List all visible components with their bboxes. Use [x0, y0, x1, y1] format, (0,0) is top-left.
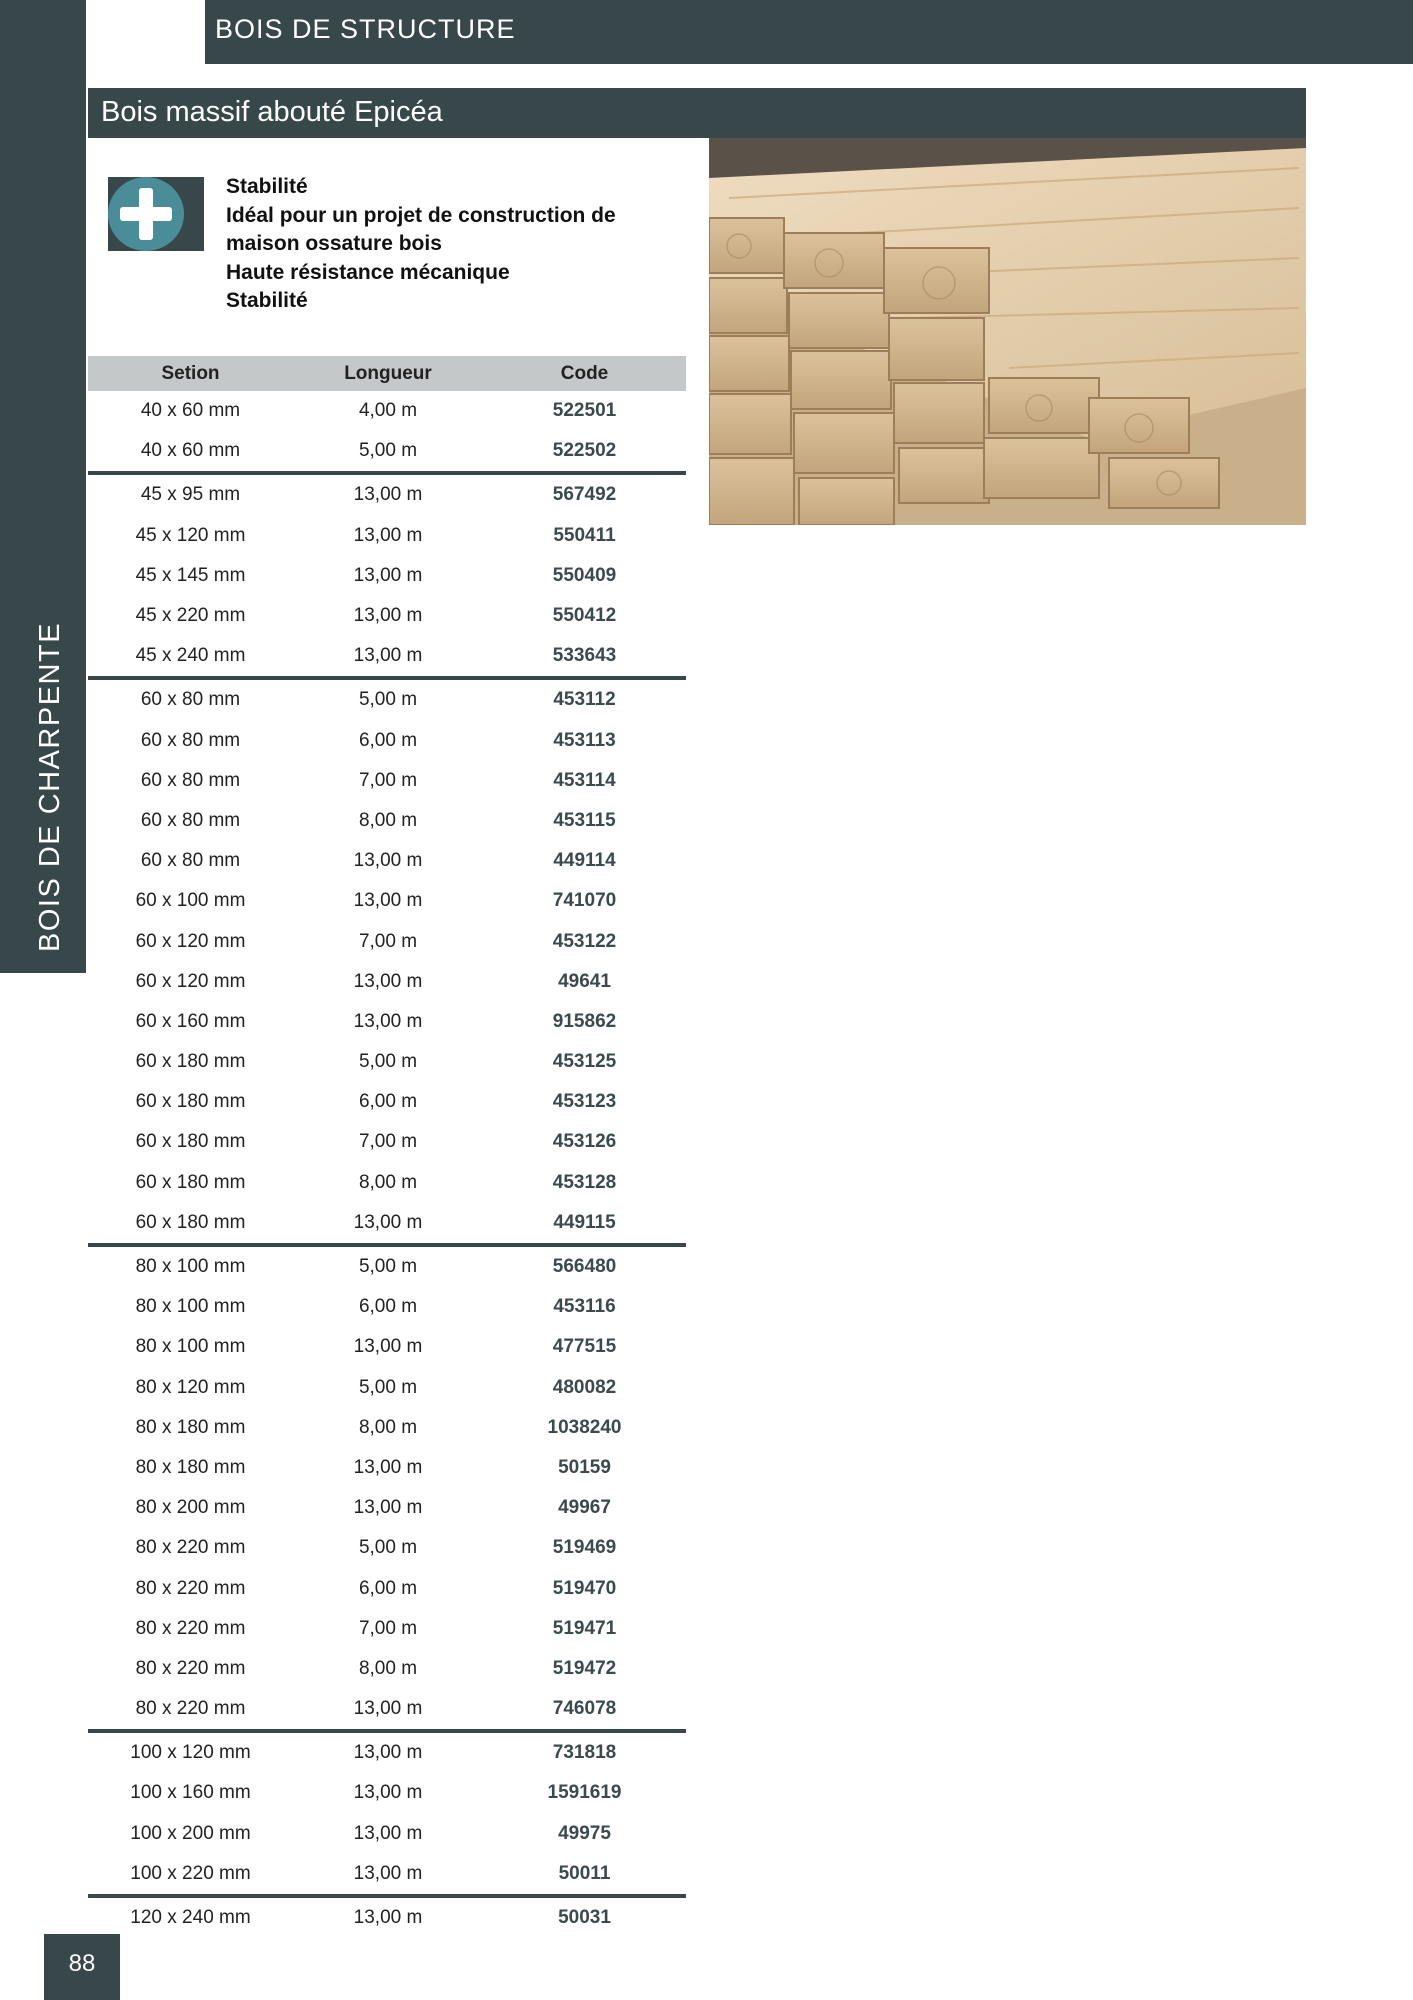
table-row — [88, 473, 686, 515]
table-row — [88, 1854, 686, 1896]
cell-length: 7,00 m — [358, 1131, 418, 1153]
feature-item: Haute résistance mécanique — [226, 260, 510, 284]
cell-length: 7,00 m — [358, 769, 418, 791]
cell-code: 746078 — [483, 1689, 686, 1731]
cell-section: 120 x 240 mm — [130, 1907, 251, 1929]
table-row — [88, 1731, 686, 1773]
cell-length: 13,00 m — [293, 1203, 483, 1245]
cell-section: 45 x 220 mm — [135, 605, 246, 627]
column-header-length: Longueur — [293, 356, 483, 391]
table-row — [88, 1368, 686, 1408]
cell-length: 13,00 m — [353, 970, 423, 992]
cell-code: 50011 — [483, 1854, 686, 1896]
cell-length: 7,00 m — [358, 1617, 418, 1639]
cell-section: 45 x 95 mm — [140, 484, 241, 506]
cell-section: 80 x 200 mm — [135, 1497, 246, 1519]
cell-section: 80 x 180 mm — [135, 1416, 246, 1438]
feature-list — [226, 173, 666, 316]
cell-code: 522502 — [483, 431, 686, 473]
feature-item: Stabilité — [226, 289, 308, 312]
table-row — [88, 391, 686, 431]
cell-code: 567492 — [552, 484, 617, 506]
cell-length: 13,00 m — [293, 636, 483, 678]
cell-code: 1038240 — [547, 1416, 622, 1438]
cell-code: 453115 — [553, 809, 616, 831]
cell-code: 50159 — [558, 1456, 611, 1478]
feature-item: Idéal pour un projet de construction de — [226, 203, 616, 227]
table-row — [88, 1408, 686, 1448]
cell-code: 519472 — [552, 1657, 617, 1679]
cell-section: 60 x 180 mm — [135, 1131, 246, 1153]
cell-length: 6,00 m — [358, 1091, 418, 1113]
table-row — [88, 1528, 686, 1568]
table-row — [88, 1568, 686, 1608]
table-row — [88, 1327, 686, 1367]
cell-code: 477515 — [552, 1336, 617, 1358]
table-row — [88, 1163, 686, 1203]
table-row — [88, 841, 686, 881]
table-row — [88, 1649, 686, 1689]
cell-section: 100 x 160 mm — [130, 1782, 251, 1804]
cell-code: 533643 — [483, 636, 686, 678]
table-row — [88, 1082, 686, 1122]
cell-length: 6,00 m — [358, 1577, 418, 1599]
cell-code: 453123 — [552, 1091, 617, 1113]
page-number-badge — [44, 1934, 120, 2000]
cell-section: 80 x 120 mm — [135, 1376, 246, 1398]
table-row — [88, 1042, 686, 1082]
cell-code: 49641 — [558, 970, 611, 992]
cell-length: 13,00 m — [353, 1456, 423, 1478]
cell-code: 519469 — [552, 1537, 617, 1559]
table-row — [88, 1002, 686, 1042]
table-row — [88, 721, 686, 761]
cell-length: 8,00 m — [358, 809, 418, 831]
side-tab-label: BOIS DE CHARPENTE — [34, 621, 66, 952]
table-row — [88, 761, 686, 801]
cell-section: 60 x 160 mm — [135, 1010, 246, 1032]
table-row — [88, 431, 686, 473]
cell-length: 13,00 m — [293, 1689, 483, 1731]
cell-section: 80 x 220 mm — [88, 1689, 293, 1731]
cell-length: 13,00 m — [353, 524, 423, 546]
cell-section: 60 x 100 mm — [135, 890, 246, 912]
column-header-section: Setion — [88, 356, 293, 391]
cell-length: 5,00 m — [358, 1376, 418, 1398]
cell-length: 13,00 m — [353, 850, 423, 872]
feature-item: Stabilité — [226, 175, 308, 198]
table-row — [88, 962, 686, 1002]
cell-section: 60 x 80 mm — [140, 809, 241, 831]
cell-section: 60 x 80 mm — [140, 850, 241, 872]
table-row — [88, 1203, 686, 1245]
cell-code: 50031 — [558, 1907, 611, 1929]
product-title-bar — [88, 88, 1306, 138]
cell-code: 453126 — [552, 1131, 617, 1153]
cell-length: 6,00 m — [358, 729, 418, 751]
cell-length: 13,00 m — [353, 1336, 423, 1358]
column-header-code: Code — [483, 356, 686, 391]
cell-section: 45 x 240 mm — [88, 636, 293, 678]
cell-length: 4,00 m — [358, 400, 418, 422]
cell-section: 80 x 180 mm — [135, 1456, 246, 1478]
cell-length: 13,00 m — [353, 1010, 423, 1032]
table-row — [88, 801, 686, 841]
cell-length: 13,00 m — [353, 1742, 423, 1764]
cell-code: 453113 — [553, 729, 616, 751]
cell-code: 550411 — [553, 524, 616, 546]
cell-code: 522501 — [552, 400, 617, 422]
cell-section: 60 x 80 mm — [140, 689, 241, 711]
cell-code: 49975 — [558, 1822, 611, 1844]
page-number: 88 — [68, 1950, 96, 1977]
cell-code: 915862 — [552, 1010, 617, 1032]
table-row — [88, 1287, 686, 1327]
cell-code: 49967 — [558, 1497, 611, 1519]
cell-length: 13,00 m — [353, 605, 423, 627]
cell-length: 13,00 m — [353, 1907, 423, 1929]
cell-section: 100 x 120 mm — [130, 1742, 251, 1764]
cell-code: 566480 — [552, 1256, 617, 1278]
cell-code: 480082 — [552, 1376, 617, 1398]
cell-code: 453128 — [552, 1171, 617, 1193]
cell-length: 5,00 m — [358, 689, 418, 711]
table-row — [88, 1448, 686, 1488]
cell-length: 13,00 m — [353, 890, 423, 912]
cell-length: 7,00 m — [358, 930, 418, 952]
cell-code: 731818 — [552, 1742, 617, 1764]
cell-section: 80 x 220 mm — [135, 1537, 246, 1559]
plus-icon — [108, 177, 204, 251]
cell-code: 449114 — [553, 850, 616, 872]
cell-code: 453112 — [553, 689, 616, 711]
cell-code: 453114 — [553, 769, 616, 791]
cell-section: 80 x 220 mm — [135, 1617, 246, 1639]
spec-table — [88, 356, 686, 1938]
table-row — [88, 921, 686, 961]
cell-length: 6,00 m — [358, 1296, 418, 1318]
cell-code: 519471 — [552, 1617, 617, 1639]
table-row — [88, 1245, 686, 1287]
cell-code: 550412 — [552, 605, 617, 627]
cell-length: 13,00 m — [353, 484, 423, 506]
section-header-bar — [205, 0, 1413, 64]
table-row — [88, 1814, 686, 1854]
cell-section: 100 x 200 mm — [130, 1822, 251, 1844]
cell-length: 5,00 m — [358, 1051, 418, 1073]
cell-section: 80 x 220 mm — [135, 1577, 246, 1599]
table-row — [88, 516, 686, 556]
feature-item: maison ossature bois — [226, 232, 442, 255]
cell-code: 519470 — [552, 1577, 617, 1599]
cell-length: 5,00 m — [293, 431, 483, 473]
cell-code: 453125 — [552, 1051, 617, 1073]
cell-length: 8,00 m — [358, 1657, 418, 1679]
table-header-row — [88, 356, 686, 391]
cell-section: 60 x 180 mm — [135, 1051, 246, 1073]
cell-length: 13,00 m — [353, 1782, 423, 1804]
cell-section: 40 x 60 mm — [88, 431, 293, 473]
cell-section: 45 x 145 mm — [135, 564, 246, 586]
cell-section: 60 x 180 mm — [88, 1203, 293, 1245]
cell-section: 80 x 100 mm — [135, 1256, 246, 1278]
cell-section: 60 x 80 mm — [140, 769, 241, 791]
table-row — [88, 596, 686, 636]
cell-code: 550409 — [552, 564, 617, 586]
cell-code: 453122 — [552, 930, 617, 952]
product-photo — [709, 138, 1306, 525]
product-title: Bois massif abouté Epicéa — [101, 96, 443, 128]
cell-section: 60 x 120 mm — [135, 930, 246, 952]
cell-code: 453116 — [553, 1296, 616, 1318]
cell-length: 13,00 m — [353, 1497, 423, 1519]
table-row — [88, 678, 686, 720]
cell-length: 5,00 m — [358, 1256, 418, 1278]
cell-section: 80 x 100 mm — [135, 1296, 246, 1318]
cell-length: 8,00 m — [358, 1171, 418, 1193]
cell-section: 45 x 120 mm — [135, 524, 246, 546]
cell-section: 60 x 80 mm — [140, 729, 241, 751]
cell-section: 60 x 180 mm — [135, 1171, 246, 1193]
table-row — [88, 1896, 686, 1938]
cell-length: 13,00 m — [353, 564, 423, 586]
cell-length: 8,00 m — [358, 1416, 418, 1438]
cell-length: 5,00 m — [358, 1537, 418, 1559]
cell-length: 13,00 m — [293, 1854, 483, 1896]
cell-code: 1591619 — [547, 1782, 622, 1804]
cell-section: 60 x 180 mm — [135, 1091, 246, 1113]
table-row — [88, 636, 686, 678]
table-row — [88, 1488, 686, 1528]
table-row — [88, 1609, 686, 1649]
cell-code: 449115 — [483, 1203, 686, 1245]
table-row — [88, 556, 686, 596]
cell-length: 13,00 m — [353, 1822, 423, 1844]
cell-section: 100 x 220 mm — [88, 1854, 293, 1896]
cell-section: 60 x 120 mm — [135, 970, 246, 992]
table-row — [88, 1689, 686, 1731]
table-row — [88, 1122, 686, 1162]
cell-section: 80 x 220 mm — [135, 1657, 246, 1679]
cell-code: 741070 — [552, 890, 617, 912]
cell-section: 40 x 60 mm — [140, 400, 241, 422]
section-title: BOIS DE STRUCTURE — [215, 14, 516, 44]
cell-section: 80 x 100 mm — [135, 1336, 246, 1358]
table-row — [88, 881, 686, 921]
table-row — [88, 1773, 686, 1813]
